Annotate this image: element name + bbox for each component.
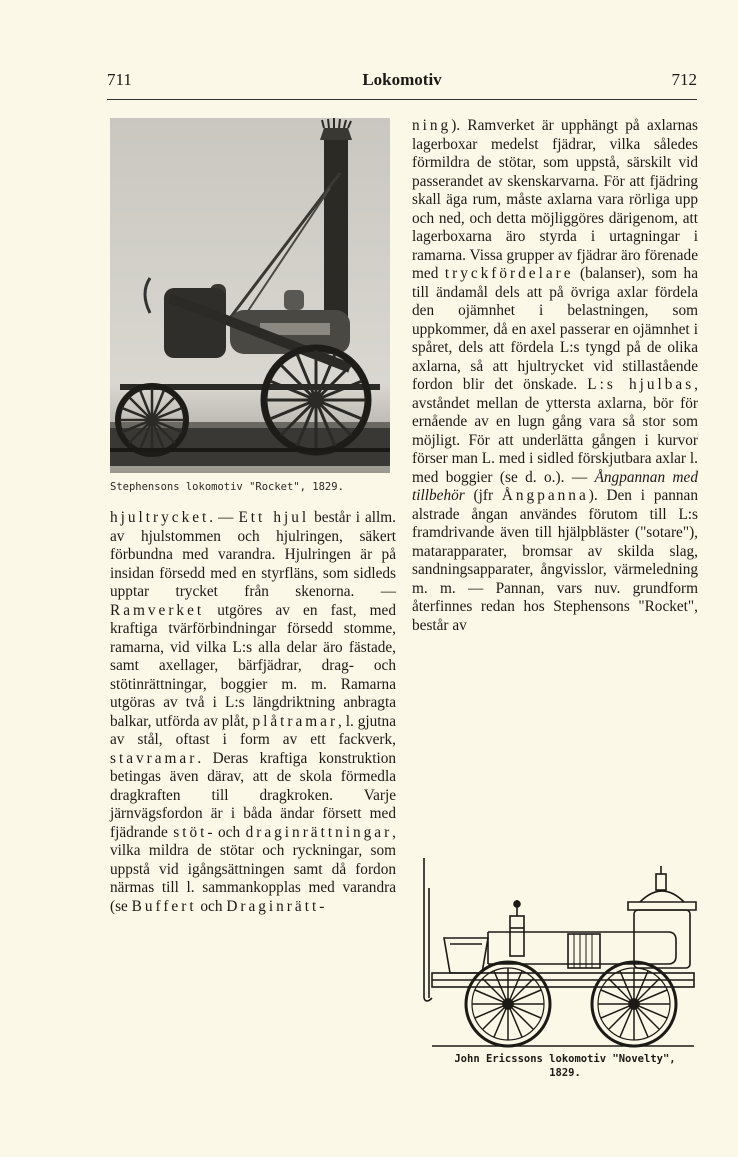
spaced-term: L:s hjulbas bbox=[587, 376, 695, 393]
right-text-column bbox=[412, 117, 698, 635]
page-number-right: 712 bbox=[671, 70, 697, 89]
text-run: , vilka mildra de stötar och ryckningar, som uppstå vid igångsättningen samt då fordon närmas till l. sammankopplas med varandra (se bbox=[110, 823, 396, 915]
text-run: (jfr bbox=[464, 487, 502, 504]
body-paragraph bbox=[110, 509, 396, 916]
spaced-term: Draginrätt bbox=[226, 897, 320, 915]
page-number-left: 711 bbox=[107, 70, 132, 89]
spaced-term: Buffert bbox=[131, 897, 197, 915]
text-run: - bbox=[319, 897, 325, 915]
header-rule bbox=[107, 99, 697, 100]
text-run: . — bbox=[209, 509, 239, 526]
spaced-term: Ångpanna bbox=[501, 487, 589, 504]
text-run: och bbox=[196, 897, 227, 915]
rocket-caption: Stephensons lokomotiv "Rocket", 1829. bbox=[110, 481, 344, 493]
text-run: utgöres av en fast, med kraftiga tvärförbindningar försedd stomme, ramarna, vid vilka L:s alla delar äro fästade, samt axellager, bärfjädrar, drag- och stötinrättningar, boggier m. m. Ramarna utgöras av två i L:s längdriktning anbragta balkar, utförda av plåt, bbox=[110, 601, 396, 730]
novelty-caption bbox=[420, 1052, 710, 1080]
spaced-term: plåtramar bbox=[252, 712, 339, 730]
spaced-term: hjultrycket bbox=[110, 509, 210, 526]
spaced-term: tryckfördelare bbox=[444, 265, 574, 282]
text-run: (balanser), som ha till ändamål dels att på övriga axlar fördela den ojämnhet i belastningen, som uppkommer, då en axel passerar en ojämnhet i spåret, dels att fördela L:s tyngd på de olika axlarna, så att hjultrycket vid stillastående fordon blir det önskade. bbox=[412, 265, 698, 393]
running-title: Lokomotiv bbox=[362, 70, 442, 89]
spaced-term: Ramverket bbox=[110, 601, 205, 619]
novelty-locomotive-drawing bbox=[418, 848, 708, 1048]
text-run: , l. gjutna av stål, oftast i form av ett fackverk, bbox=[110, 712, 396, 748]
spaced-term: Ett hjul bbox=[238, 509, 310, 526]
text-run: , avståndet mellan de yttersta axlarna, bör för ernående av en lugn gång vara så stor som möjligt. För att underlätta gången i kurvor förser man L. med i sidled förskjutbara axlar l. med boggier (se d. o.). — bbox=[412, 376, 698, 486]
spaced-term: stöt bbox=[173, 823, 208, 841]
spaced-term: ning bbox=[412, 117, 452, 134]
text-run: . Deras kraftiga konstruktion betingas även därav, att de skola förmedla dragkraften till dragkroken. Varje järnvägsfordon är i båda ändar försett med fjädrande bbox=[110, 749, 396, 841]
text-run: - och bbox=[207, 823, 246, 841]
running-header bbox=[107, 70, 697, 96]
left-text-column bbox=[110, 509, 396, 916]
spaced-term: stavramar bbox=[110, 749, 198, 767]
novelty-caption-line-1: John Ericssons lokomotiv "Novelty", bbox=[454, 1053, 676, 1065]
italic-term: Ångpannan med tillbehör bbox=[412, 468, 698, 504]
body-paragraph bbox=[412, 117, 698, 635]
spaced-term: draginrättningar bbox=[245, 823, 393, 841]
rocket-locomotive-photo bbox=[110, 118, 390, 473]
novelty-caption-line-2: 1829. bbox=[549, 1067, 581, 1079]
text-run: ). Ramverket är upphängt på axlarnas lagerboxar medelst fjädrar, vilka således förmildra de stötar, som uppstå, särskilt vid passerandet av skenskarvarna. För att fjädring skall äga rum, måste axlarna vara rörliga upp och ned, och detta möjliggöres därigenom, att lagerboxarna äro styrda i urtagningar i ramarna. Vissa grupper av fjädrar äro förenade med bbox=[412, 117, 698, 282]
text-run: ). Den i pannan alstrade ångan användes förutom till L:s framdrivande även till hjälpbläster ("sotare"), matarapparater, bromsar av skilda slag, sandningsapparater, ångvisslor, värmeledning m. m. — Pannan, vars nuv. grundform återfinnes redan hos Stephensons "Rocket", består av bbox=[412, 487, 698, 634]
text-run: består i allm. av hjulstommen och hjulringen, säkert förbundna med varandra. Hjulringen är på insidan försedd med en styrfläns, som sidleds upptar trycket från skenorna. — bbox=[110, 509, 396, 600]
